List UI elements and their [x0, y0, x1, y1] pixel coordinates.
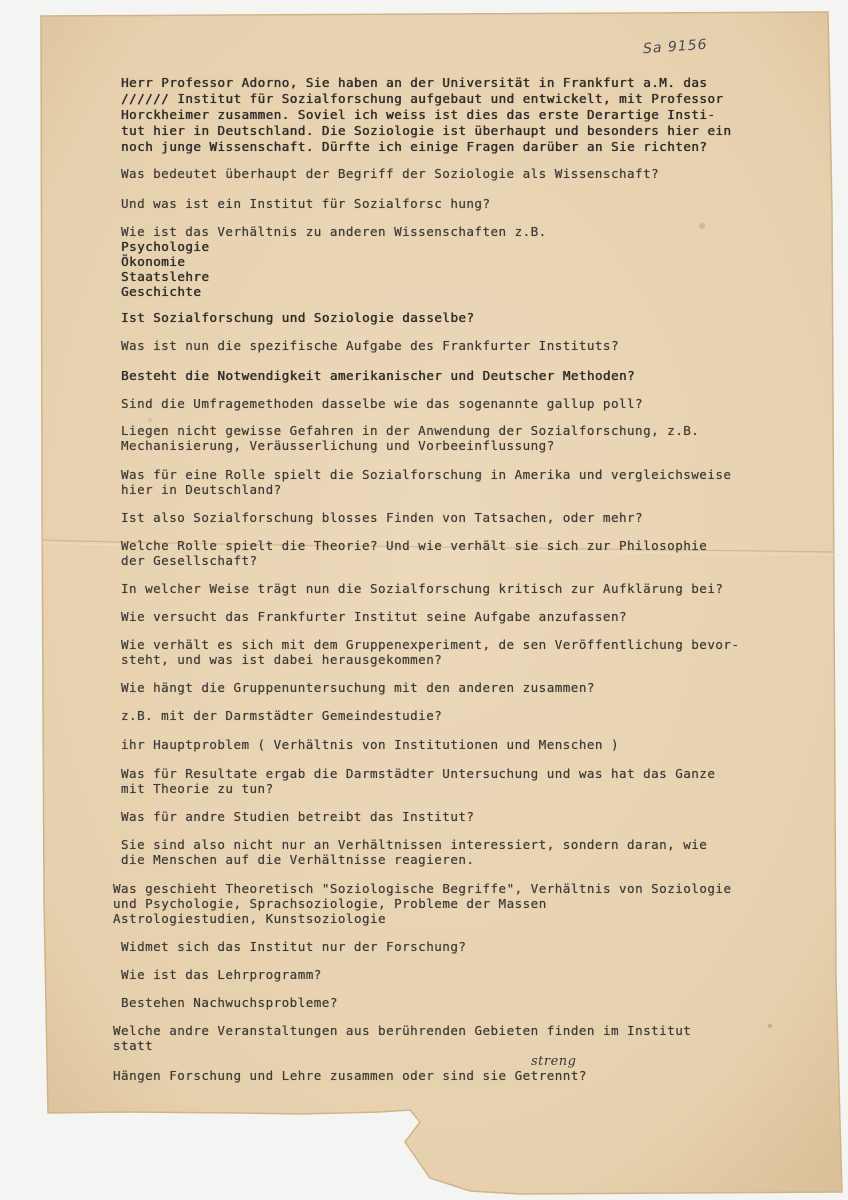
question-line: Liegen nicht gewisse Gefahren in der Anwendung der Sozialforschung, z.B.	[121, 423, 700, 438]
question-line: steht, und was ist dabei herausgekommen?	[121, 652, 443, 667]
question-line: Bestehen Nachwuchsprobleme?	[121, 995, 338, 1010]
question-line: mit Theorie zu tun?	[121, 781, 274, 796]
question-line: Was ist nun die spezifische Aufgabe des Frankfurter Instituts?	[121, 338, 619, 353]
question-line: der Gesellschaft?	[121, 553, 258, 568]
question-line: und Psychologie, Sprachsoziologie, Probleme der Massen	[113, 896, 547, 911]
question-line: Wie hängt die Gruppenuntersuchung mit den anderen zusammen?	[121, 680, 595, 695]
question-line: Hängen Forschung und Lehre zusammen oder sind sie Getrennt?	[113, 1068, 587, 1083]
question-line: Astrologiestudien, Kunstsoziologie	[113, 911, 387, 926]
intro-line: noch junge Wissenschaft. Dürfte ich einige Fragen darüber an Sie richten?	[121, 139, 708, 154]
question-line: Was für Resultate ergab die Darmstädter Untersuchung und was hat das Ganze	[121, 766, 716, 781]
intro-line: ////// Institut für Sozialforschung aufgebaut und entwickelt, mit Professor	[121, 91, 724, 106]
question-line: Sie sind also nicht nur an Verhältnissen interessiert, sondern daran, wie	[121, 837, 708, 852]
intro-line: Horckheimer zusammen. Soviel ich weiss ist dies das erste Derartige Insti-	[121, 107, 716, 122]
question-line: Mechanisierung, Veräusserlichung und Vorbeeinflussung?	[121, 438, 555, 453]
intro-line: Herr Professor Adorno, Sie haben an der Universität in Frankfurt a.M. das	[121, 75, 708, 90]
question-line: Was geschieht Theoretisch "Soziologische Begriffe", Verhältnis von Soziologie	[113, 881, 732, 896]
question-line: Welche Rolle spielt die Theorie? Und wie verhält sie sich zur Philosophie	[121, 538, 708, 553]
question-line: statt	[113, 1038, 154, 1053]
question-line: z.B. mit der Darmstädter Gemeindestudie?	[121, 708, 443, 723]
call-number-annotation: Sa 9156	[642, 36, 709, 58]
question-line: Wie ist das Verhältnis zu anderen Wissenschaften z.B.	[121, 224, 547, 239]
question-line: In welcher Weise trägt nun die Sozialforschung kritisch zur Aufklärung bei?	[121, 581, 724, 596]
question-line: Ist also Sozialforschung blosses Finden von Tatsachen, oder mehr?	[121, 510, 644, 525]
discipline-item: Ökonomie	[121, 254, 186, 269]
question-line: Wie verhält es sich mit dem Gruppenexperiment, de sen Veröffentlichung bevor-	[121, 637, 740, 652]
handwritten-insertion: streng	[531, 1054, 577, 1069]
question-line: Sind die Umfragemethoden dasselbe wie das sogenannte gallup poll?	[121, 396, 644, 411]
discipline-item: Psychologie	[121, 239, 210, 254]
question-line: Und was ist ein Institut für Sozialforsc hung?	[121, 196, 491, 211]
question-line: Was für eine Rolle spielt die Sozialforschung in Amerika und vergleichsweise	[121, 467, 732, 482]
question-line: hier in Deutschland?	[121, 482, 282, 497]
question-line: Welche andre Veranstaltungen aus berührenden Gebieten finden im Institut	[113, 1023, 692, 1038]
discipline-item: Geschichte	[121, 284, 202, 299]
question-line: Was bedeutet überhaupt der Begriff der Soziologie als Wissenschaft?	[121, 166, 660, 181]
question-line: die Menschen auf die Verhältnisse reagieren.	[121, 852, 475, 867]
question-line: Wie versucht das Frankfurter Institut seine Aufgabe anzufassen?	[121, 609, 628, 624]
question-line: Was für andre Studien betreibt das Institut?	[121, 809, 475, 824]
question-line: Ist Sozialforschung und Soziologie dasselbe?	[121, 310, 475, 325]
question-line: Wie ist das Lehrprogramm?	[121, 967, 322, 982]
question-line: Widmet sich das Institut nur der Forschung?	[121, 939, 467, 954]
question-line: Besteht die Notwendigkeit amerikanischer und Deutscher Methoden?	[121, 368, 636, 383]
discipline-item: Staatslehre	[121, 269, 210, 284]
intro-line: tut hier in Deutschland. Die Soziologie ist überhaupt und besonders hier ein	[121, 123, 732, 138]
question-line: ihr Hauptproblem ( Verhältnis von Institutionen und Menschen )	[121, 737, 619, 752]
